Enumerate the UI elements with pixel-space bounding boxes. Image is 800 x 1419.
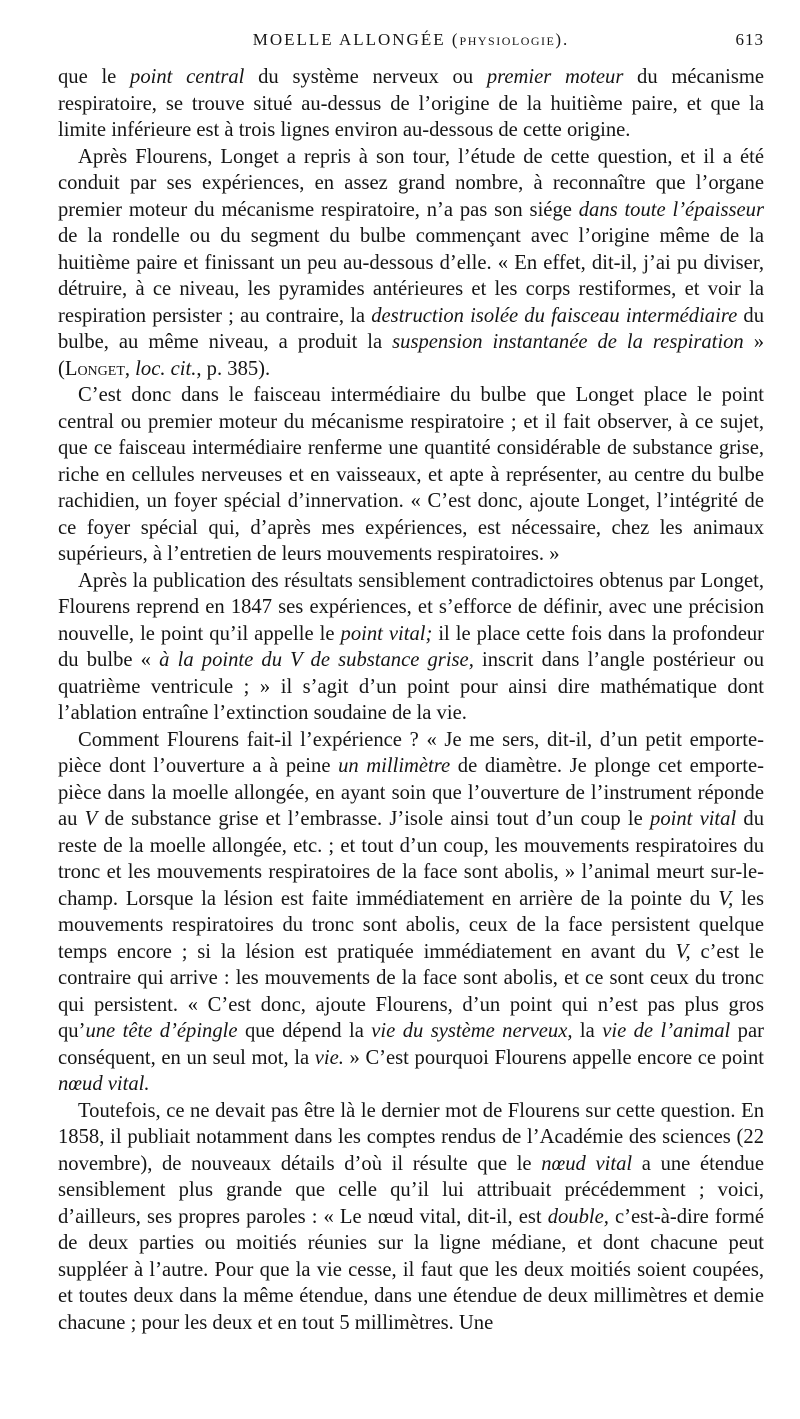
running-title-main: MOELLE ALLONGÉE ( <box>252 30 460 49</box>
italic-text: vie. <box>314 1046 344 1069</box>
text-run: inscrit dans l’angle postérieur ou quatrième ventricule ; » il s’agit d’un point pour ainsi dire mathématique dont l’ablation entraîne l’extinction soudaine de la vie. <box>58 649 765 724</box>
text-run: les mouvements respiratoires du tronc sont abolis, ceux de la face persistent quelque temps encore ; si la lésion est pratiquée immédiatement en avant du <box>58 887 764 963</box>
text-run: du bulbe, au même niveau, a produit la <box>58 304 764 353</box>
italic-text: nœud vital <box>541 1152 633 1175</box>
running-header <box>58 30 764 54</box>
italic-text: à la pointe du V de substance grise, <box>159 649 474 671</box>
text-run: » C’est pourquoi Flourens appelle encore ce point <box>343 1046 764 1069</box>
italic-text: point vital; <box>340 622 433 645</box>
running-title-end: ). <box>555 30 570 49</box>
text-run: du système nerveux ou <box>244 66 487 88</box>
italic-text: vie du système nerveux, <box>371 1020 573 1042</box>
text-run: de substance grise et l’embrasse. J’isole ainsi tout d’un coup le <box>97 808 651 830</box>
text-run: du mécanisme respiratoire, se trouve situé au-dessus de l’origine de la huitième paire, et que la limite inférieure est à trois lignes environ au-dessous de cette origine. <box>58 66 764 141</box>
italic-text: V, <box>675 940 691 963</box>
text-run: Après la publication des résultats sensiblement contradictoires obtenus par Longet, Flourens reprend en 1847 ses expériences, et s’efforce de définir, avec une précision nouvelle, le point qu’il appelle le <box>58 569 764 645</box>
text-run: que dépend la <box>237 1020 372 1042</box>
small-caps-text: Longet <box>64 357 125 380</box>
text-run: a une étendue sensiblement plus grande que celle qu’il lui attribuait précédemment ; voici, d’ailleurs, ses propres paroles : « Le nœud vital, dit-il, est <box>58 1152 764 1228</box>
italic-text: un millimètre <box>338 755 451 777</box>
italic-text: V, <box>718 887 734 910</box>
paragraph <box>58 727 764 1098</box>
italic-text: nœud vital. <box>58 1073 150 1095</box>
text-run: Comment Flourens fait-il l’expérience ? « Je me sers, dit-il, d’un petit emporte-pièce dont l’ouverture a à peine <box>58 728 764 777</box>
paragraph <box>58 64 764 144</box>
text-run: du reste de la moelle allongée, etc. ; et tout d’un coup, les mouvements respiratoires du tronc et les mouvements respiratoires de la face sont abolis, » l’animal meurt sur-le-champ. Lorsque la lésion est faite immédiatement en arrière de la pointe du <box>58 808 765 910</box>
italic-text: destruction isolée du faisceau intermédiaire <box>371 304 738 327</box>
paragraph <box>58 568 764 727</box>
italic-text: double, <box>547 1205 609 1228</box>
italic-text: vie de l’animal <box>602 1020 731 1042</box>
text-run: il le place cette fois dans la profondeur du bulbe « <box>58 622 764 671</box>
text-run: Après Flourens, Longet a repris à son tour, l’étude de cette question, et il a été conduit par ses expériences, en assez grand nombre, à reconnaître que l’organe premier moteur du mécanisme respiratoire, n’a pas son siége <box>58 145 764 221</box>
italic-text: suspension instantanée de la respiration <box>392 331 744 353</box>
italic-text: point central <box>130 66 245 88</box>
page-number: 613 <box>735 30 764 49</box>
italic-text: premier moteur <box>486 66 624 88</box>
text-run: Toutefois, ce ne devait pas être là le dernier mot de Flourens sur cette question. En 1858, il publiait notamment dans les comptes rendus de l’Académie des sciences (22 novembre), de nouveaux détails d’où il résulte que le <box>58 1099 764 1175</box>
text-run: de diamètre. Je plonge cet emporte-pièce dans la moelle allongée, en ayant soin que l’ouverture de l’instrument réponde au <box>58 755 764 830</box>
italic-text: dans toute l’épaisseur <box>578 198 764 221</box>
body-text <box>58 64 764 1336</box>
italic-text: V <box>84 808 98 830</box>
paragraph <box>58 382 764 568</box>
text-run: , <box>124 357 136 380</box>
italic-text: point vital <box>650 808 737 830</box>
running-title-subject: PHYSIOLOGIE <box>459 34 556 48</box>
text-run: C’est donc dans le faisceau intermédiaire du bulbe que Longet place le point central ou premier moteur du mécanisme respiratoire ; et il fait observer, à ce sujet, que ce faisceau intermédiaire renferme une quantité considérable de substance grise, riche en cellules nerveuses et en vaisseaux, et apte à représenter, au centre du bulbe rachidien, un foyer spécial d’innervation. « C’est donc, ajoute Longet, l’intégrité de ce foyer spécial qui, d’après mes expériences, est nécessaire, chez les animaux supérieurs, à l’entretien de leurs mouvements respiratoires. » <box>58 384 764 565</box>
text-run: que le <box>58 66 131 88</box>
running-title <box>58 30 764 50</box>
text-run: par conséquent, en un seul mot, la <box>58 1020 764 1069</box>
paragraph <box>58 144 764 383</box>
italic-text: loc. cit. <box>135 357 197 380</box>
text-run: , p. 385). <box>196 357 271 380</box>
text-run: de la rondelle ou du segment du bulbe commençant avec l’origine même de la huitième paire et finissant un peu au-dessous d’elle. « En effet, dit-il, j’ai pu diviser, détruire, à ce niveau, les pyramides antérieures et les corps restiformes, et voir la respiration persister ; au contraire, la <box>58 225 764 327</box>
italic-text: une tête d’épingle <box>85 1020 238 1042</box>
text-run: la <box>572 1020 603 1042</box>
text-run: c’est le contraire qui arrive : les mouvements de la face sont abolis, et ce sont ceux du tronc qui persistent. « C’est donc, ajoute Flourens, d’un point qui n’est pas plus gros qu’ <box>58 940 764 1042</box>
text-run: » ( <box>58 331 764 380</box>
text-run: c’est-à-dire formé de deux parties ou moitiés réunies sur la ligne médiane, et dont chacune peut suppléer à l’autre. Pour que la vie cesse, il faut que les deux moitiés soient coupées, et toutes deux dans la même étendue, dans une étendue de deux millimètres et demie chacune ; pour les deux et en tout 5 millimètres. Une <box>58 1205 764 1334</box>
paragraph <box>58 1098 764 1337</box>
